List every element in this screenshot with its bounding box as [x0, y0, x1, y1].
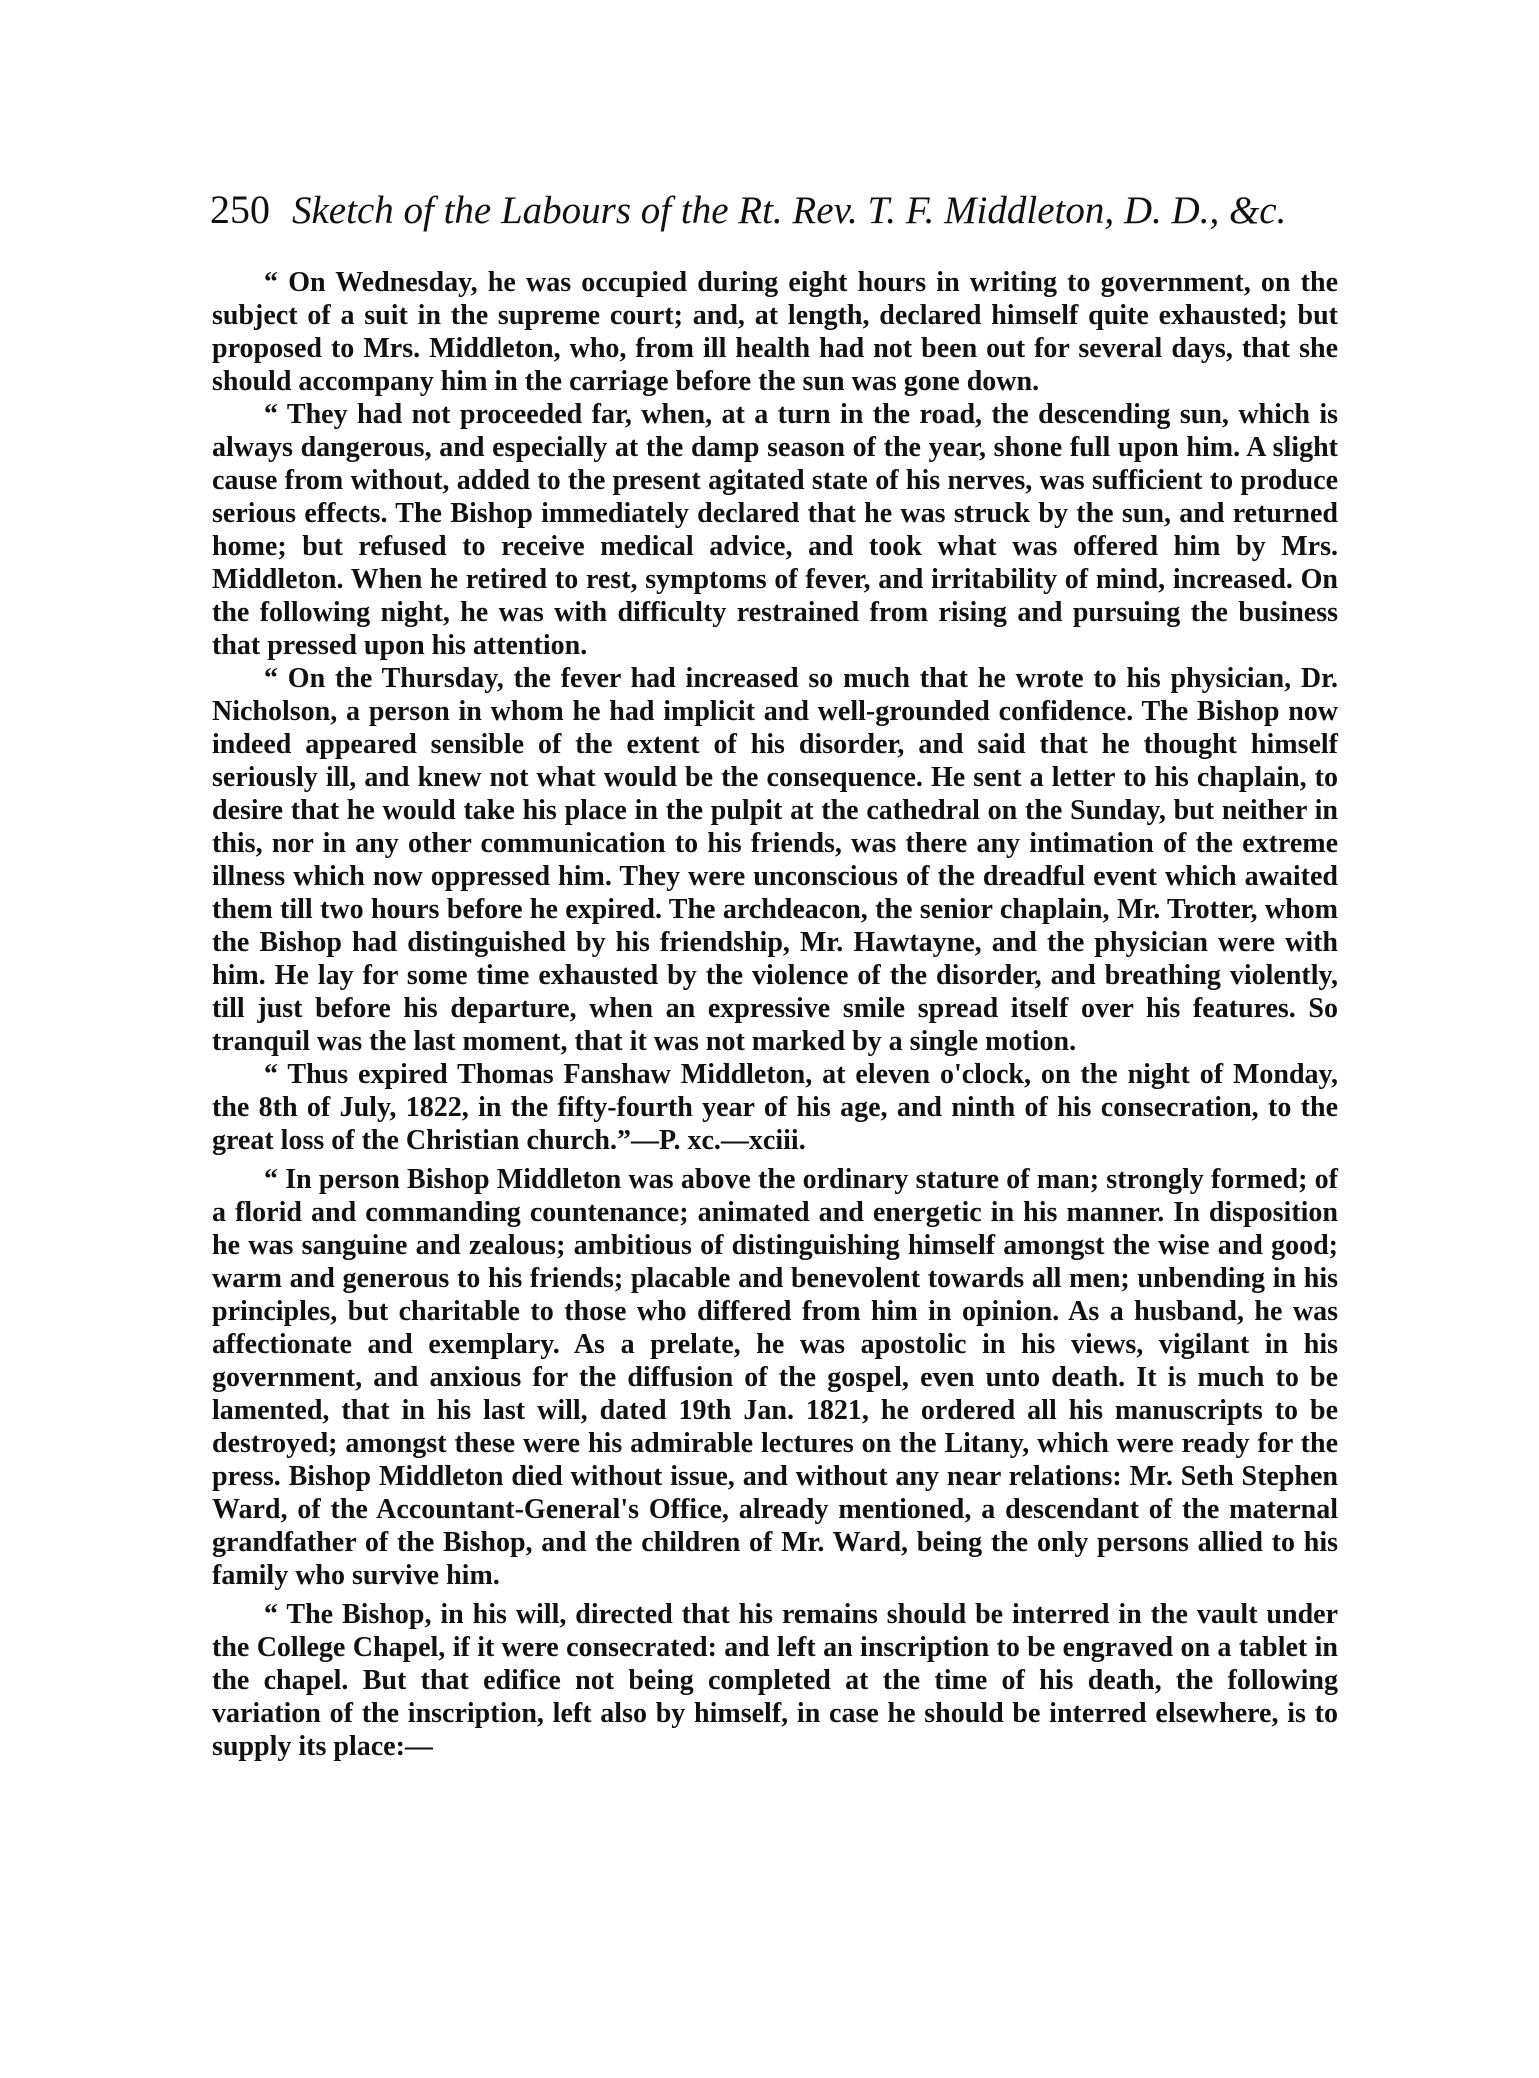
- paragraph-descending-sun: “ They had not proceeded far, when, at a turn in the road, the descending sun, which is always dangerous, and especially at the damp season of the year, shone full upon him. A slight cause from without, added to the present agitated state of his nerves, was sufficient to produce serious effects. The Bishop immediately declared that he was struck by the sun, and returned home; but refused to receive medical advice, and took what was offered him by Mrs. Middleton. When he retired to rest, symptoms of fever, and irritability of mind, increased. On the following night, he was with difficulty restrained from rising and pursuing the business that pressed upon his attention.: [212, 399, 1338, 661]
- page-number: 250: [210, 187, 270, 232]
- paragraph-in-person: “ In person Bishop Middleton was above the ordinary stature of man; strongly formed; of a florid and commanding countenance; animated and energetic in his manner. In disposition he was sanguine and zealous; ambitious of distinguishing himself amongst the wise and good; warm and generous to his friends; placable and benevolent towards all men; unbending in his principles, but charitable to those who differed from him in opinion. As a husband, he was affectionate and exemplary. As a prelate, he was apostolic in his views, vigilant in his government, and anxious for the diffusion of the gospel, even unto death. It is much to be lamented, that in his last will, dated 19th Jan. 1821, he ordered all his manuscripts to be destroyed; amongst these were his admirable lectures on the Litany, which were ready for the press. Bishop Middleton died without issue, and without any near relations: Mr. Seth Stephen Ward, of the Accountant-General's Office, already mentioned, a descendant of the maternal grandfather of the Bishop, and the children of Mr. Ward, being the only persons allied to his family who survive him.: [212, 1164, 1338, 1591]
- paragraph-thursday-fever: “ On the Thursday, the fever had increased so much that he wrote to his physician, Dr. Nicholson, a person in whom he had implicit and well-grounded confidence. The Bishop now indeed appeared sensible of the extent of his disorder, and said that he thought himself seriously ill, and knew not what would be the consequence. He sent a letter to his chaplain, to desire that he would take his place in the pulpit at the cathedral on the Sunday, but neither in this, nor in any other communication to his friends, was there any intimation of the extreme illness which now oppressed him. They were unconscious of the dreadful event which awaited them till two hours before he expired. The archdeacon, the senior chaplain, Mr. Trotter, whom the Bishop had distinguished by his friendship, Mr. Hawtayne, and the physician were with him. He lay for some time exhausted by the violence of the disorder, and breathing violently, till just before his departure, when an expressive smile spread itself over his features. So tranquil was the last moment, that it was not marked by a single motion.: [212, 663, 1338, 1057]
- page-header: [210, 186, 1340, 233]
- running-head: Sketch of the Labours of the Rt. Rev. T. F. Middleton, D. D., &c.: [292, 189, 1287, 232]
- body-text: [212, 266, 1338, 1763]
- paragraph-bishop-will: “ The Bishop, in his will, directed that his remains should be interred in the vault under the College Chapel, if it were consecrated: and left an inscription to be engraved on a tablet in the chapel. But that edifice not being completed at the time of his death, the following variation of the inscription, left also by himself, in case he should be interred elsewhere, is to supply its place:—: [212, 1599, 1338, 1762]
- paragraph-wednesday: “ On Wednesday, he was occupied during eight hours in writing to government, on the subject of a suit in the supreme court; and, at length, declared himself quite exhausted; but proposed to Mrs. Middleton, who, from ill health had not been out for several days, that she should accompany him in the carriage before the sun was gone down.: [212, 267, 1338, 397]
- paragraph-thus-expired: “ Thus expired Thomas Fanshaw Middleton, at eleven o'clock, on the night of Monday, the 8th of July, 1822, in the fifty-fourth year of his age, and ninth of his consecration, to the great loss of the Christian church.”—P. xc.—xciii.: [212, 1059, 1338, 1156]
